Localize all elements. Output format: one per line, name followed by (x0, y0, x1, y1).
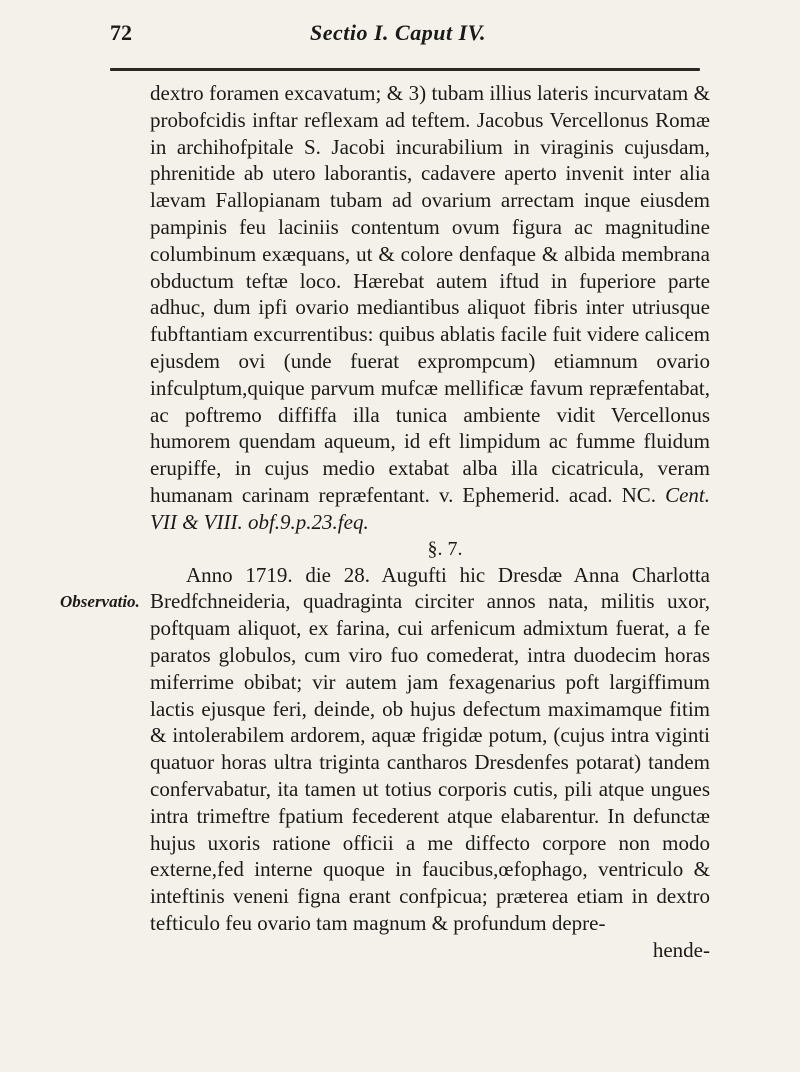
catchword: hende- (652, 937, 710, 962)
margin-note: Observatio. (60, 592, 140, 611)
header-rule (110, 68, 700, 71)
body-text (150, 80, 710, 964)
paragraph-1 (150, 80, 710, 536)
page-header (110, 12, 700, 52)
paragraph-1-text: dextro foramen excavatum; & 3) tubam illius lateris incurvatam & probofcidis inftar reflexam ad teftem. Jacobus Vercellonus Romæ in archihofpitale S. Jacobi incurabilium in viraginis cujusdam, phrenitide ab utero laborantis, cadavere aperto invenit inter alia lævam Fallopianam tubam ad ovarium arrectam inque eiusdem pampinis feu laciniis contentum ovum figura ac magnitudine columbinum exæquans, ut & colore denfaque & albida membrana obductum teftæ loco. Hærebat autem iftud in fuperiore parte adhuc, dum ipfi ovario mediantibus aliquot fibris inter utriusque fubftantiam excurrentibus: quibus ablatis facile fuit videre calicem ejusdem ovi (unde fuerat exprompcum) etiamnum ovario infculptum,quique parvum mufcæ mellificæ favum repræfentabat, ac poftremo diffiffa illa tunica ambiente vidit Vercellonus humorem quendam aqueum, id eft limpidum ac fumme fluidum erupiffe, in cujus medio extabat alba illa cicatricula, veram humanam carinam repræfentant. v. Ephemerid. acad. NC. (150, 81, 710, 507)
section-mark: §. 7. (427, 537, 463, 560)
running-head: Sectio I. Caput IV. (310, 20, 486, 45)
page-number: 72 (110, 20, 132, 45)
paragraph-2-text: Anno 1719. die 28. Augufti hic Dresdæ Anna Charlotta Bredfchneideria, quadraginta circiter annos nata, militis uxor, poftquam aliquot, ex farina, cui arfenicum admixtum fuerat, a fe paratos globulos, cum viro fuo comederat, intra duodecim horas miferrime obibat; vir autem jam fexagenarius poft largiffimum lactis ejusque feri, deinde, ob hujus defectum maximamque fitim & intolerabilem ardorem, aquæ frigidæ potum, (cujus intra viginti quatuor horas ultra triginta cantharos Dresdenfes potarat) tandem confervabatur, ita tamen ut totius corporis cutis, pili atque ungues intra trimeftre fpatium fecederent atque elabarentur. In defunctæ hujus uxoris ratione officii a me diffecto corpore non modo externe,fed interne quoque in faucibus,œfophago, ventriculo & inteftinis veneni figna erant confpicua; præterea etiam in dextro tefticulo feu ovario tam magnum & profundum depre- (150, 562, 710, 935)
citation: Cent. VII & VIII. obf.9.p.23.feq. (150, 482, 710, 534)
paragraph-2 (150, 562, 710, 937)
